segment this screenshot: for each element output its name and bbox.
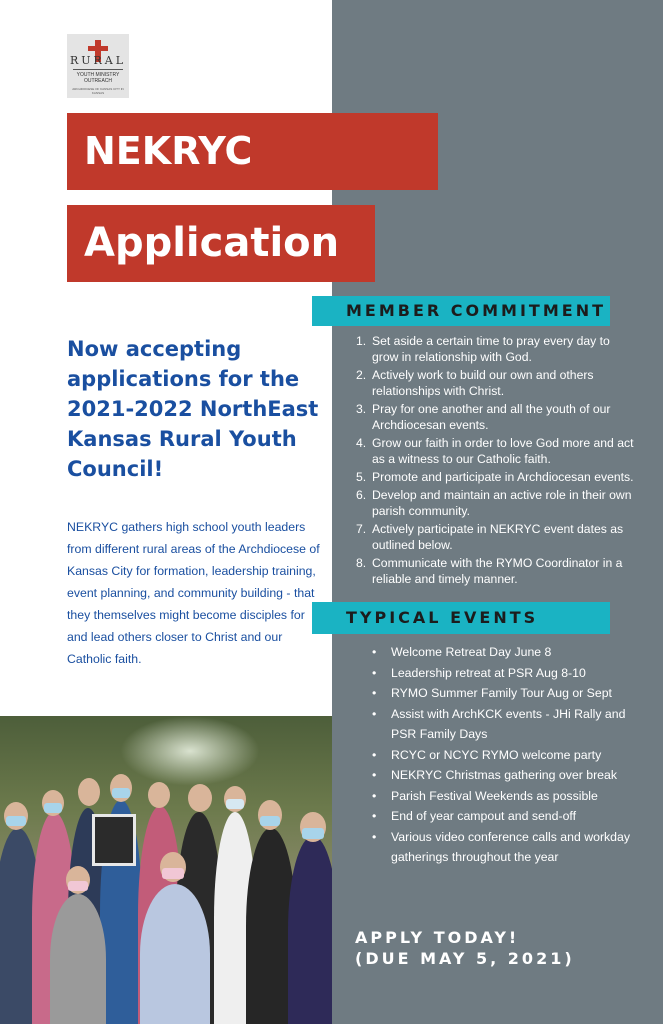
- list-text: Actively work to build our own and others relationships with Christ.: [372, 368, 594, 398]
- title-application: Application: [67, 205, 375, 282]
- bullet-icon: •: [372, 829, 377, 844]
- cross-icon-bar: [88, 46, 108, 51]
- photo-head: [78, 778, 100, 806]
- face-mask: [68, 881, 88, 891]
- list-text: RYMO Summer Family Tour Aug or Sept: [391, 686, 612, 700]
- group-photo: [0, 716, 332, 1024]
- title-nekryc: NEKRYC: [67, 113, 438, 190]
- member-commitment-heading: MEMBER COMMITMENT: [312, 296, 610, 326]
- list-item: [356, 521, 636, 553]
- list-item: [356, 401, 636, 433]
- list-text: NEKRYC Christmas gathering over break: [391, 768, 617, 782]
- list-text: Promote and participate in Archdiocesan events.: [372, 470, 634, 484]
- list-number: 1.: [356, 334, 367, 348]
- bullet-icon: •: [372, 706, 377, 721]
- apply-callout: [355, 927, 635, 969]
- intro-paragraph: NEKRYC gathers high school youth leaders from different rural areas of the Archdiocese of Kansas City for formation, leadership training, event planning, and community building - that they themselves might become disciples for and lead others closer to Christ and our Catholic faith.: [67, 520, 320, 666]
- apply-today: APPLY TODAY!: [355, 928, 520, 947]
- photo-person: [288, 836, 332, 1024]
- photo-head: [188, 784, 212, 812]
- rymo-logo: [67, 34, 129, 98]
- headline: Now accepting applications for the 2021-2022 NorthEast Kansas Rural Youth Council!: [67, 337, 319, 481]
- list-text: Actively participate in NEKRYC event dates as outlined below.: [372, 522, 624, 552]
- list-text: Assist with ArchKCK events - JHi Rally and PSR Family Days: [391, 706, 626, 741]
- list-item: [356, 435, 636, 467]
- bullet-icon: •: [372, 747, 377, 762]
- commitment-list: [356, 333, 636, 589]
- bullet-icon: •: [372, 686, 377, 700]
- list-text: Leadership retreat at PSR Aug 8-10: [391, 665, 586, 680]
- list-item: [372, 806, 652, 827]
- face-mask: [260, 816, 280, 826]
- list-number: 8.: [356, 556, 367, 570]
- photo-person: [140, 884, 210, 1024]
- photo-head: [148, 782, 170, 808]
- list-item: [356, 367, 636, 399]
- face-mask: [112, 788, 130, 798]
- framed-portrait: [92, 814, 136, 866]
- list-item: [372, 683, 652, 704]
- logo-divider: [73, 69, 123, 70]
- list-item: [372, 827, 652, 868]
- list-text: Develop and maintain an active role in their own parish community.: [372, 488, 632, 518]
- list-number: 2.: [356, 368, 367, 382]
- list-text: RCYC or NCYC RYMO welcome party: [391, 747, 602, 762]
- list-item: [356, 487, 636, 519]
- list-text: Communicate with the RYMO Coordinator in a reliable and timely manner.: [372, 556, 623, 586]
- due-date: (DUE MAY 5, 2021): [355, 949, 575, 968]
- logo-word: RURAL: [69, 54, 127, 67]
- list-item: [372, 786, 652, 807]
- list-text: Set aside a certain time to pray every day to grow in relationship with God.: [372, 334, 610, 364]
- list-text: Pray for one another and all the youth of our Archdiocesan events.: [372, 402, 611, 432]
- list-text: Parish Festival Weekends as possible: [391, 788, 598, 803]
- face-mask: [6, 816, 26, 826]
- list-item: [372, 704, 652, 745]
- list-text: Grow our faith in order to love God more and act as a witness to our Catholic faith.: [372, 436, 634, 466]
- bullet-icon: •: [372, 809, 377, 823]
- face-mask: [162, 868, 184, 879]
- list-item: [356, 555, 636, 587]
- list-number: 7.: [356, 522, 367, 536]
- typical-events-heading: TYPICAL EVENTS: [312, 602, 610, 634]
- list-number: 3.: [356, 402, 367, 416]
- face-mask: [226, 799, 244, 809]
- logo-subtitle: YOUTH MINISTRY OUTREACH: [76, 72, 120, 84]
- face-mask: [302, 828, 324, 839]
- face-mask: [44, 803, 62, 813]
- list-item: [372, 642, 652, 663]
- photo-sky: [120, 716, 260, 786]
- list-item: [372, 745, 652, 766]
- list-number: 6.: [356, 488, 367, 502]
- bullet-icon: •: [372, 768, 377, 782]
- list-number: 5.: [356, 470, 367, 484]
- bullet-icon: •: [372, 645, 377, 659]
- photo-person: [50, 894, 106, 1024]
- list-item: [356, 333, 636, 365]
- events-list: [372, 642, 652, 868]
- list-text: End of year campout and send-off: [391, 809, 577, 823]
- list-item: [356, 469, 636, 485]
- list-item: [372, 765, 652, 786]
- list-text: Welcome Retreat Day June 8: [391, 645, 552, 659]
- bullet-icon: •: [372, 665, 377, 680]
- list-text: Various video conference calls and workday gatherings throughout the year: [391, 829, 631, 864]
- logo-tagline: ARCHDIOCESE OF KANSAS CITY IN KANSAS: [72, 87, 124, 95]
- bullet-icon: •: [372, 788, 377, 803]
- list-item: [372, 663, 652, 684]
- list-number: 4.: [356, 436, 367, 450]
